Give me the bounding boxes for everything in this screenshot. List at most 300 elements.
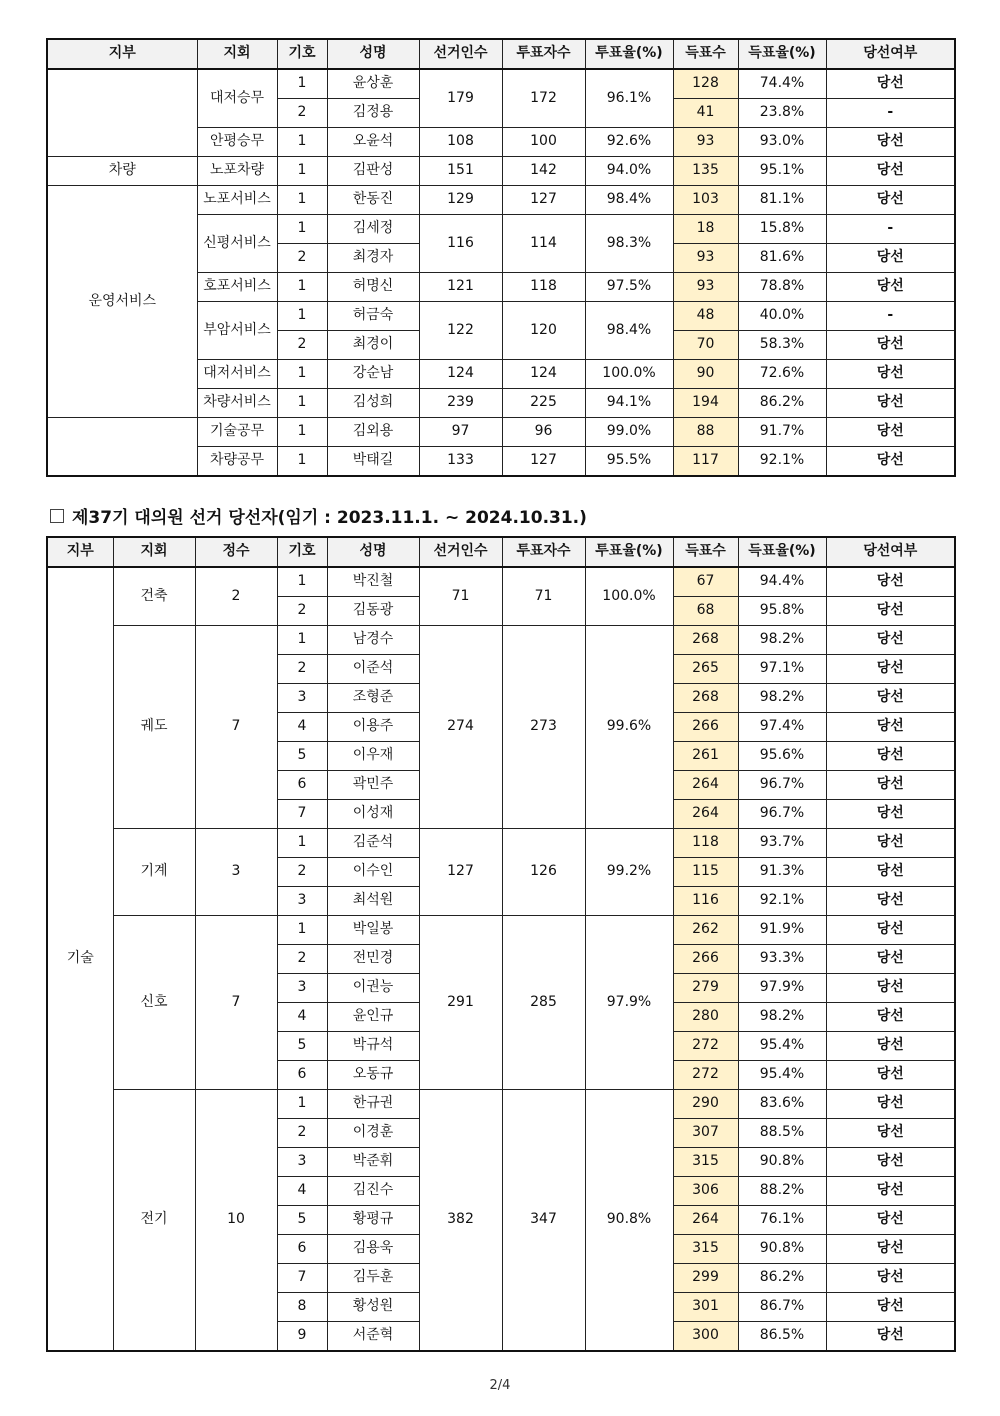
candidate-name: 이성재 [327,800,419,829]
vote-share-cell: 78.8% [738,273,826,302]
turnout-cell: 99.2% [585,829,673,916]
vote-share-cell: 95.4% [738,1032,826,1061]
votes-cell: 68 [673,597,738,626]
electorate-cell: 274 [419,626,502,829]
vote-share-cell: 90.8% [738,1148,826,1177]
votes-cell: 18 [673,215,738,244]
votes-cell: 93 [673,273,738,302]
votes-cell: 115 [673,858,738,887]
candidate-name: 최석원 [327,887,419,916]
candidate-name: 이경훈 [327,1119,419,1148]
votes-cell: 41 [673,99,738,128]
candidate-number: 6 [277,1061,327,1090]
candidate-name: 한동진 [327,186,419,215]
result-cell: 당선 [826,916,955,945]
checkbox-square-icon [50,509,64,523]
voters-cell: 273 [502,626,585,829]
electorate-cell: 129 [419,186,502,215]
voters-cell: 120 [502,302,585,360]
vote-share-cell: 23.8% [738,99,826,128]
candidate-number: 1 [277,626,327,655]
result-cell: 당선 [826,974,955,1003]
votes-cell: 128 [673,69,738,99]
result-cell: 당선 [826,567,955,597]
quota-cell: 7 [195,626,277,829]
voters-cell: 118 [502,273,585,302]
vote-share-cell: 72.6% [738,360,826,389]
turnout-cell: 98.3% [585,215,673,273]
result-cell: 당선 [826,1032,955,1061]
vote-share-cell: 95.6% [738,742,826,771]
candidate-number: 1 [277,916,327,945]
candidate-name: 오동규 [327,1061,419,1090]
turnout-cell: 98.4% [585,186,673,215]
vote-share-cell: 95.4% [738,1061,826,1090]
candidate-name: 이권능 [327,974,419,1003]
candidate-name: 김외용 [327,418,419,447]
electorate-cell: 97 [419,418,502,447]
voters-cell: 172 [502,69,585,128]
turnout-cell: 96.1% [585,69,673,128]
table-row [47,157,955,186]
candidate-name: 윤인규 [327,1003,419,1032]
votes-cell: 266 [673,713,738,742]
column-header: 득표수 [673,39,738,69]
vote-share-cell: 88.2% [738,1177,826,1206]
voters-cell: 114 [502,215,585,273]
table-row [47,626,955,655]
result-cell: 당선 [826,1206,955,1235]
candidate-number: 1 [277,273,327,302]
result-cell: 당선 [826,1090,955,1119]
result-cell: 당선 [826,1235,955,1264]
candidate-number: 1 [277,215,327,244]
chapter-cell: 전기 [113,1090,195,1352]
chapter-cell: 차량공무 [197,447,277,477]
table-row [47,916,955,945]
result-cell: 당선 [826,887,955,916]
vote-share-cell: 58.3% [738,331,826,360]
branch-cell [47,69,197,157]
electorate-cell: 127 [419,829,502,916]
candidate-name: 서준혁 [327,1322,419,1352]
chapter-cell: 부암서비스 [197,302,277,360]
candidate-name: 남경수 [327,626,419,655]
votes-cell: 280 [673,1003,738,1032]
result-cell: 당선 [826,157,955,186]
votes-cell: 135 [673,157,738,186]
result-cell: 당선 [826,713,955,742]
votes-cell: 272 [673,1032,738,1061]
votes-cell: 194 [673,389,738,418]
votes-cell: 103 [673,186,738,215]
quota-cell: 7 [195,916,277,1090]
candidate-number: 2 [277,331,327,360]
candidate-number: 2 [277,945,327,974]
votes-cell: 261 [673,742,738,771]
candidate-name: 오윤석 [327,128,419,157]
vote-share-cell: 97.9% [738,974,826,1003]
candidate-number: 9 [277,1322,327,1352]
column-header: 지회 [113,537,195,567]
candidate-name: 김용욱 [327,1235,419,1264]
votes-cell: 70 [673,331,738,360]
electorate-cell: 239 [419,389,502,418]
candidate-name: 김진수 [327,1177,419,1206]
candidate-number: 1 [277,157,327,186]
table-header-row [47,537,955,567]
candidate-name: 전민경 [327,945,419,974]
electorate-cell: 151 [419,157,502,186]
candidate-name: 이용주 [327,713,419,742]
candidate-number: 1 [277,389,327,418]
turnout-cell: 100.0% [585,567,673,626]
votes-cell: 116 [673,887,738,916]
turnout-cell: 98.4% [585,302,673,360]
table-row [47,418,955,447]
page-number: 2/4 [489,1378,511,1393]
result-cell: - [826,99,955,128]
result-cell: 당선 [826,742,955,771]
votes-cell: 315 [673,1235,738,1264]
column-header: 성명 [327,537,419,567]
candidate-name: 곽민주 [327,771,419,800]
candidate-number: 3 [277,1148,327,1177]
voters-cell: 124 [502,360,585,389]
vote-share-cell: 86.2% [738,389,826,418]
candidate-name: 한규권 [327,1090,419,1119]
result-cell: 당선 [826,771,955,800]
vote-share-cell: 40.0% [738,302,826,331]
branch-cell: 운영서비스 [47,186,197,418]
result-cell: 당선 [826,331,955,360]
votes-cell: 307 [673,1119,738,1148]
vote-share-cell: 98.2% [738,684,826,713]
candidate-number: 7 [277,800,327,829]
candidate-number: 6 [277,771,327,800]
result-cell: 당선 [826,69,955,99]
vote-share-cell: 86.7% [738,1293,826,1322]
vote-share-cell: 92.1% [738,447,826,477]
result-cell: 당선 [826,389,955,418]
candidate-number: 3 [277,887,327,916]
vote-share-cell: 98.2% [738,1003,826,1032]
chapter-cell: 차량서비스 [197,389,277,418]
voters-cell: 347 [502,1090,585,1352]
turnout-cell: 99.0% [585,418,673,447]
electorate-cell: 121 [419,273,502,302]
column-header: 득표율(%) [738,39,826,69]
candidate-name: 조형준 [327,684,419,713]
column-header: 투표율(%) [585,39,673,69]
candidate-name: 황성원 [327,1293,419,1322]
candidate-name: 강순남 [327,360,419,389]
candidate-number: 1 [277,1090,327,1119]
candidate-name: 허금숙 [327,302,419,331]
vote-share-cell: 76.1% [738,1206,826,1235]
votes-cell: 299 [673,1264,738,1293]
chapter-cell: 신호 [113,916,195,1090]
candidate-number: 8 [277,1293,327,1322]
result-cell: 당선 [826,1264,955,1293]
votes-cell: 306 [673,1177,738,1206]
result-cell: 당선 [826,829,955,858]
section-title-text: 제37기 대의원 선거 당선자(임기 : 2023.11.1. ~ 2024.10.31.) [72,508,587,528]
result-cell: 당선 [826,1148,955,1177]
votes-cell: 266 [673,945,738,974]
table-row [47,186,955,215]
turnout-cell: 100.0% [585,360,673,389]
results-table-1 [46,38,956,477]
result-cell: 당선 [826,858,955,887]
candidate-number: 2 [277,655,327,684]
candidate-name: 김두훈 [327,1264,419,1293]
candidate-name: 박준휘 [327,1148,419,1177]
column-header: 득표수 [673,537,738,567]
column-header: 지회 [197,39,277,69]
quota-cell: 2 [195,567,277,626]
vote-share-cell: 90.8% [738,1235,826,1264]
electorate-cell: 382 [419,1090,502,1352]
candidate-name: 허명신 [327,273,419,302]
votes-cell: 90 [673,360,738,389]
chapter-cell: 대저서비스 [197,360,277,389]
electorate-cell: 179 [419,69,502,128]
votes-cell: 262 [673,916,738,945]
candidate-name: 김성희 [327,389,419,418]
table-header-row [47,39,955,69]
candidate-number: 1 [277,302,327,331]
candidate-name: 김동광 [327,597,419,626]
column-header: 선거인수 [419,39,502,69]
result-cell: 당선 [826,128,955,157]
vote-share-cell: 81.6% [738,244,826,273]
candidate-number: 1 [277,186,327,215]
chapter-cell: 궤도 [113,626,195,829]
candidate-number: 1 [277,829,327,858]
candidate-number: 4 [277,1177,327,1206]
candidate-number: 3 [277,974,327,1003]
candidate-name: 박진철 [327,567,419,597]
votes-cell: 265 [673,655,738,684]
candidate-number: 1 [277,447,327,477]
chapter-cell: 노포서비스 [197,186,277,215]
voters-cell: 126 [502,829,585,916]
column-header: 투표자수 [502,537,585,567]
voters-cell: 127 [502,447,585,477]
result-cell: 당선 [826,945,955,974]
chapter-cell: 노포차량 [197,157,277,186]
candidate-number: 2 [277,244,327,273]
vote-share-cell: 96.7% [738,771,826,800]
chapter-cell: 기술공무 [197,418,277,447]
candidate-name: 최경이 [327,331,419,360]
result-cell: 당선 [826,1003,955,1032]
vote-share-cell: 15.8% [738,215,826,244]
column-header: 당선여부 [826,537,955,567]
candidate-name: 윤상훈 [327,69,419,99]
result-cell: 당선 [826,186,955,215]
result-cell: 당선 [826,684,955,713]
result-cell: 당선 [826,447,955,477]
vote-share-cell: 83.6% [738,1090,826,1119]
turnout-cell: 99.6% [585,626,673,829]
column-header: 정수 [195,537,277,567]
vote-share-cell: 93.3% [738,945,826,974]
vote-share-cell: 98.2% [738,626,826,655]
vote-share-cell: 93.0% [738,128,826,157]
votes-cell: 118 [673,829,738,858]
table-row [47,567,955,597]
voters-cell: 142 [502,157,585,186]
column-header: 기호 [277,39,327,69]
candidate-name: 이준석 [327,655,419,684]
column-header: 지부 [47,537,113,567]
candidate-number: 4 [277,1003,327,1032]
vote-share-cell: 95.1% [738,157,826,186]
result-cell: 당선 [826,626,955,655]
vote-share-cell: 97.1% [738,655,826,684]
electorate-cell: 133 [419,447,502,477]
candidate-name: 김정용 [327,99,419,128]
result-cell: 당선 [826,1177,955,1206]
section-title [50,503,587,528]
vote-share-cell: 96.7% [738,800,826,829]
vote-share-cell: 86.2% [738,1264,826,1293]
result-cell: 당선 [826,597,955,626]
voters-cell: 71 [502,567,585,626]
result-cell: 당선 [826,1119,955,1148]
result-cell: 당선 [826,244,955,273]
chapter-cell: 신평서비스 [197,215,277,273]
turnout-cell: 97.9% [585,916,673,1090]
candidate-number: 2 [277,858,327,887]
voters-cell: 225 [502,389,585,418]
vote-share-cell: 91.7% [738,418,826,447]
candidate-number: 6 [277,1235,327,1264]
branch-cell: 차량 [47,157,197,186]
candidate-name: 이우재 [327,742,419,771]
column-header: 성명 [327,39,419,69]
candidate-number: 3 [277,684,327,713]
votes-cell: 268 [673,626,738,655]
turnout-cell: 97.5% [585,273,673,302]
column-header: 투표율(%) [585,537,673,567]
vote-share-cell: 92.1% [738,887,826,916]
turnout-cell: 90.8% [585,1090,673,1352]
voters-cell: 127 [502,186,585,215]
chapter-cell: 안평승무 [197,128,277,157]
candidate-name: 황평규 [327,1206,419,1235]
candidate-number: 1 [277,567,327,597]
table-row [47,829,955,858]
result-cell: 당선 [826,800,955,829]
candidate-name: 김준석 [327,829,419,858]
candidate-name: 김판성 [327,157,419,186]
vote-share-cell: 91.9% [738,916,826,945]
column-header: 투표자수 [502,39,585,69]
electorate-cell: 291 [419,916,502,1090]
chapter-cell: 기계 [113,829,195,916]
votes-cell: 264 [673,771,738,800]
candidate-name: 박규석 [327,1032,419,1061]
candidate-name: 이수인 [327,858,419,887]
column-header: 득표율(%) [738,537,826,567]
result-cell: 당선 [826,1322,955,1352]
voters-cell: 100 [502,128,585,157]
column-header: 당선여부 [826,39,955,69]
voters-cell: 96 [502,418,585,447]
vote-share-cell: 95.8% [738,597,826,626]
quota-cell: 3 [195,829,277,916]
votes-cell: 48 [673,302,738,331]
chapter-cell: 건축 [113,567,195,626]
branch-cell: 기술 [47,567,113,1351]
votes-cell: 67 [673,567,738,597]
result-cell: 당선 [826,273,955,302]
votes-cell: 93 [673,128,738,157]
votes-cell: 117 [673,447,738,477]
votes-cell: 88 [673,418,738,447]
vote-share-cell: 74.4% [738,69,826,99]
vote-share-cell: 91.3% [738,858,826,887]
votes-cell: 268 [673,684,738,713]
candidate-number: 2 [277,1119,327,1148]
candidate-number: 5 [277,1206,327,1235]
vote-share-cell: 81.1% [738,186,826,215]
results-table-2 [46,536,956,1352]
vote-share-cell: 97.4% [738,713,826,742]
votes-cell: 93 [673,244,738,273]
result-cell: - [826,215,955,244]
electorate-cell: 108 [419,128,502,157]
result-cell: 당선 [826,1061,955,1090]
turnout-cell: 95.5% [585,447,673,477]
candidate-number: 4 [277,713,327,742]
result-cell: 당선 [826,655,955,684]
result-cell: 당선 [826,360,955,389]
candidate-number: 1 [277,128,327,157]
candidate-number: 5 [277,742,327,771]
branch-cell [47,418,197,477]
electorate-cell: 71 [419,567,502,626]
votes-cell: 264 [673,1206,738,1235]
candidate-name: 최경자 [327,244,419,273]
candidate-name: 박태길 [327,447,419,477]
electorate-cell: 124 [419,360,502,389]
candidate-number: 7 [277,1264,327,1293]
result-cell: - [826,302,955,331]
chapter-cell: 대저승무 [197,69,277,128]
votes-cell: 300 [673,1322,738,1352]
result-cell: 당선 [826,1293,955,1322]
turnout-cell: 94.0% [585,157,673,186]
table-row [47,1090,955,1119]
candidate-number: 1 [277,69,327,99]
electorate-cell: 122 [419,302,502,360]
candidate-number: 1 [277,360,327,389]
candidate-name: 김세정 [327,215,419,244]
vote-share-cell: 88.5% [738,1119,826,1148]
vote-share-cell: 94.4% [738,567,826,597]
column-header: 기호 [277,537,327,567]
candidate-number: 5 [277,1032,327,1061]
candidate-number: 2 [277,99,327,128]
candidate-name: 박일봉 [327,916,419,945]
electorate-cell: 116 [419,215,502,273]
result-cell: 당선 [826,418,955,447]
votes-cell: 264 [673,800,738,829]
